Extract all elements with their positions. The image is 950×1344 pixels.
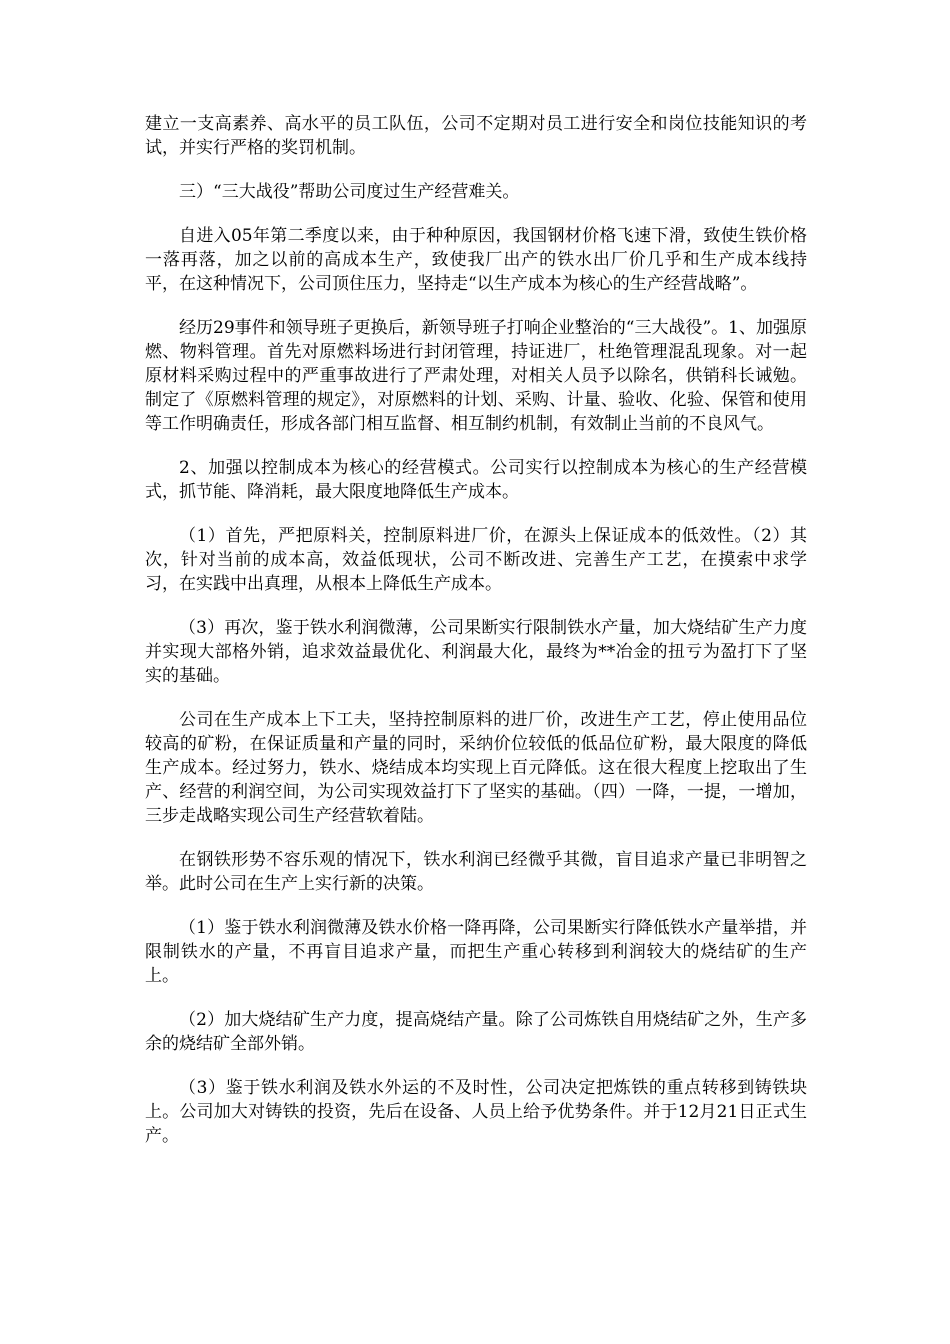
paragraph-3: 自进入05年第二季度以来，由于种种原因，我国钢材价格飞速下滑，致使生铁价格一落再落，加之以前的高成本生产，致使我厂出产的铁水出厂价几乎和生产成本线持平，在这种情况下，公司顶住压力，坚持走“以生产成本为核心的生产经营战略”。 [145, 226, 807, 294]
paragraph-4: 经历29事件和领导班子更换后，新领导班子打响企业整治的“三大战役”。1、加强原燃、物料管理。首先对原燃料场进行封闭管理，持证进厂，杜绝管理混乱现象。对一起原材料采购过程中的严重事故进行了严肃处理，对相关人员予以除名，供销科长诫勉。制定了《原燃料管理的规定》，对原燃料的计划、采购、计量、验收、化验、保管和使用等工作明确责任，形成各部门相互监督、相互制约机制，有效制止当前的不良风气。 [145, 318, 807, 434]
paragraph-10: （1）鉴于铁水利润微薄及铁水价格一降再降，公司果断实行降低铁水产量举措，并限制铁水的产量，不再盲目追求产量，而把生产重心转移到利润较大的烧结矿的生产上。 [145, 918, 807, 986]
document-page [145, 112, 807, 1168]
section-heading-three-campaigns: 三）“三大战役”帮助公司度过生产经营难关。 [179, 182, 520, 202]
paragraph-8: 公司在生产成本上下工夫，坚持控制原料的进厂价，改进生产工艺，停止使用品位较高的矿粉，在保证质量和产量的同时，采纳价位较低的低品位矿粉，最大限度的降低生产成本。经过努力，铁水、烧结成本均实现上百元降低。这在很大程度上挖取出了生产、经营的利润空间，为公司实现效益打下了坚实的基础。（四）一降，一提，一增加，三步走战略实现公司生产经营软着陆。 [145, 710, 807, 826]
paragraph-9: 在钢铁形势不容乐观的情况下，铁水利润已经微乎其微，盲目追求产量已非明智之举。此时公司在生产上实行新的决策。 [145, 850, 807, 894]
paragraph-1: 建立一支高素养、高水平的员工队伍，公司不定期对员工进行安全和岗位技能知识的考试，并实行严格的奖罚机制。 [145, 114, 807, 158]
paragraph-12: （3）鉴于铁水利润及铁水外运的不及时性，公司决定把炼铁的重点转移到铸铁块上。公司加大对铸铁的投资，先后在设备、人员上给予优势条件。并于12月21日正式生产。 [145, 1078, 807, 1146]
paragraph-5: 2、加强以控制成本为核心的经营模式。公司实行以控制成本为核心的生产经营模式，抓节能、降消耗，最大限度地降低生产成本。 [145, 458, 807, 502]
paragraph-11: （2）加大烧结矿生产力度，提高烧结产量。除了公司炼铁自用烧结矿之外，生产多余的烧结矿全部外销。 [145, 1010, 807, 1054]
paragraph-6: （1）首先，严把原料关，控制原料进厂价，在源头上保证成本的低效性。（2）其次，针对当前的成本高，效益低现状，公司不断改进、完善生产工艺，在摸索中求学习，在实践中出真理，从根本上降低生产成本。 [145, 526, 807, 594]
paragraph-7: （3）再次，鉴于铁水利润微薄，公司果断实行限制铁水产量，加大烧结矿生产力度并实现大部格外销，追求效益最优化、利润最大化，最终为**冶金的扭亏为盈打下了坚实的基础。 [145, 618, 807, 686]
